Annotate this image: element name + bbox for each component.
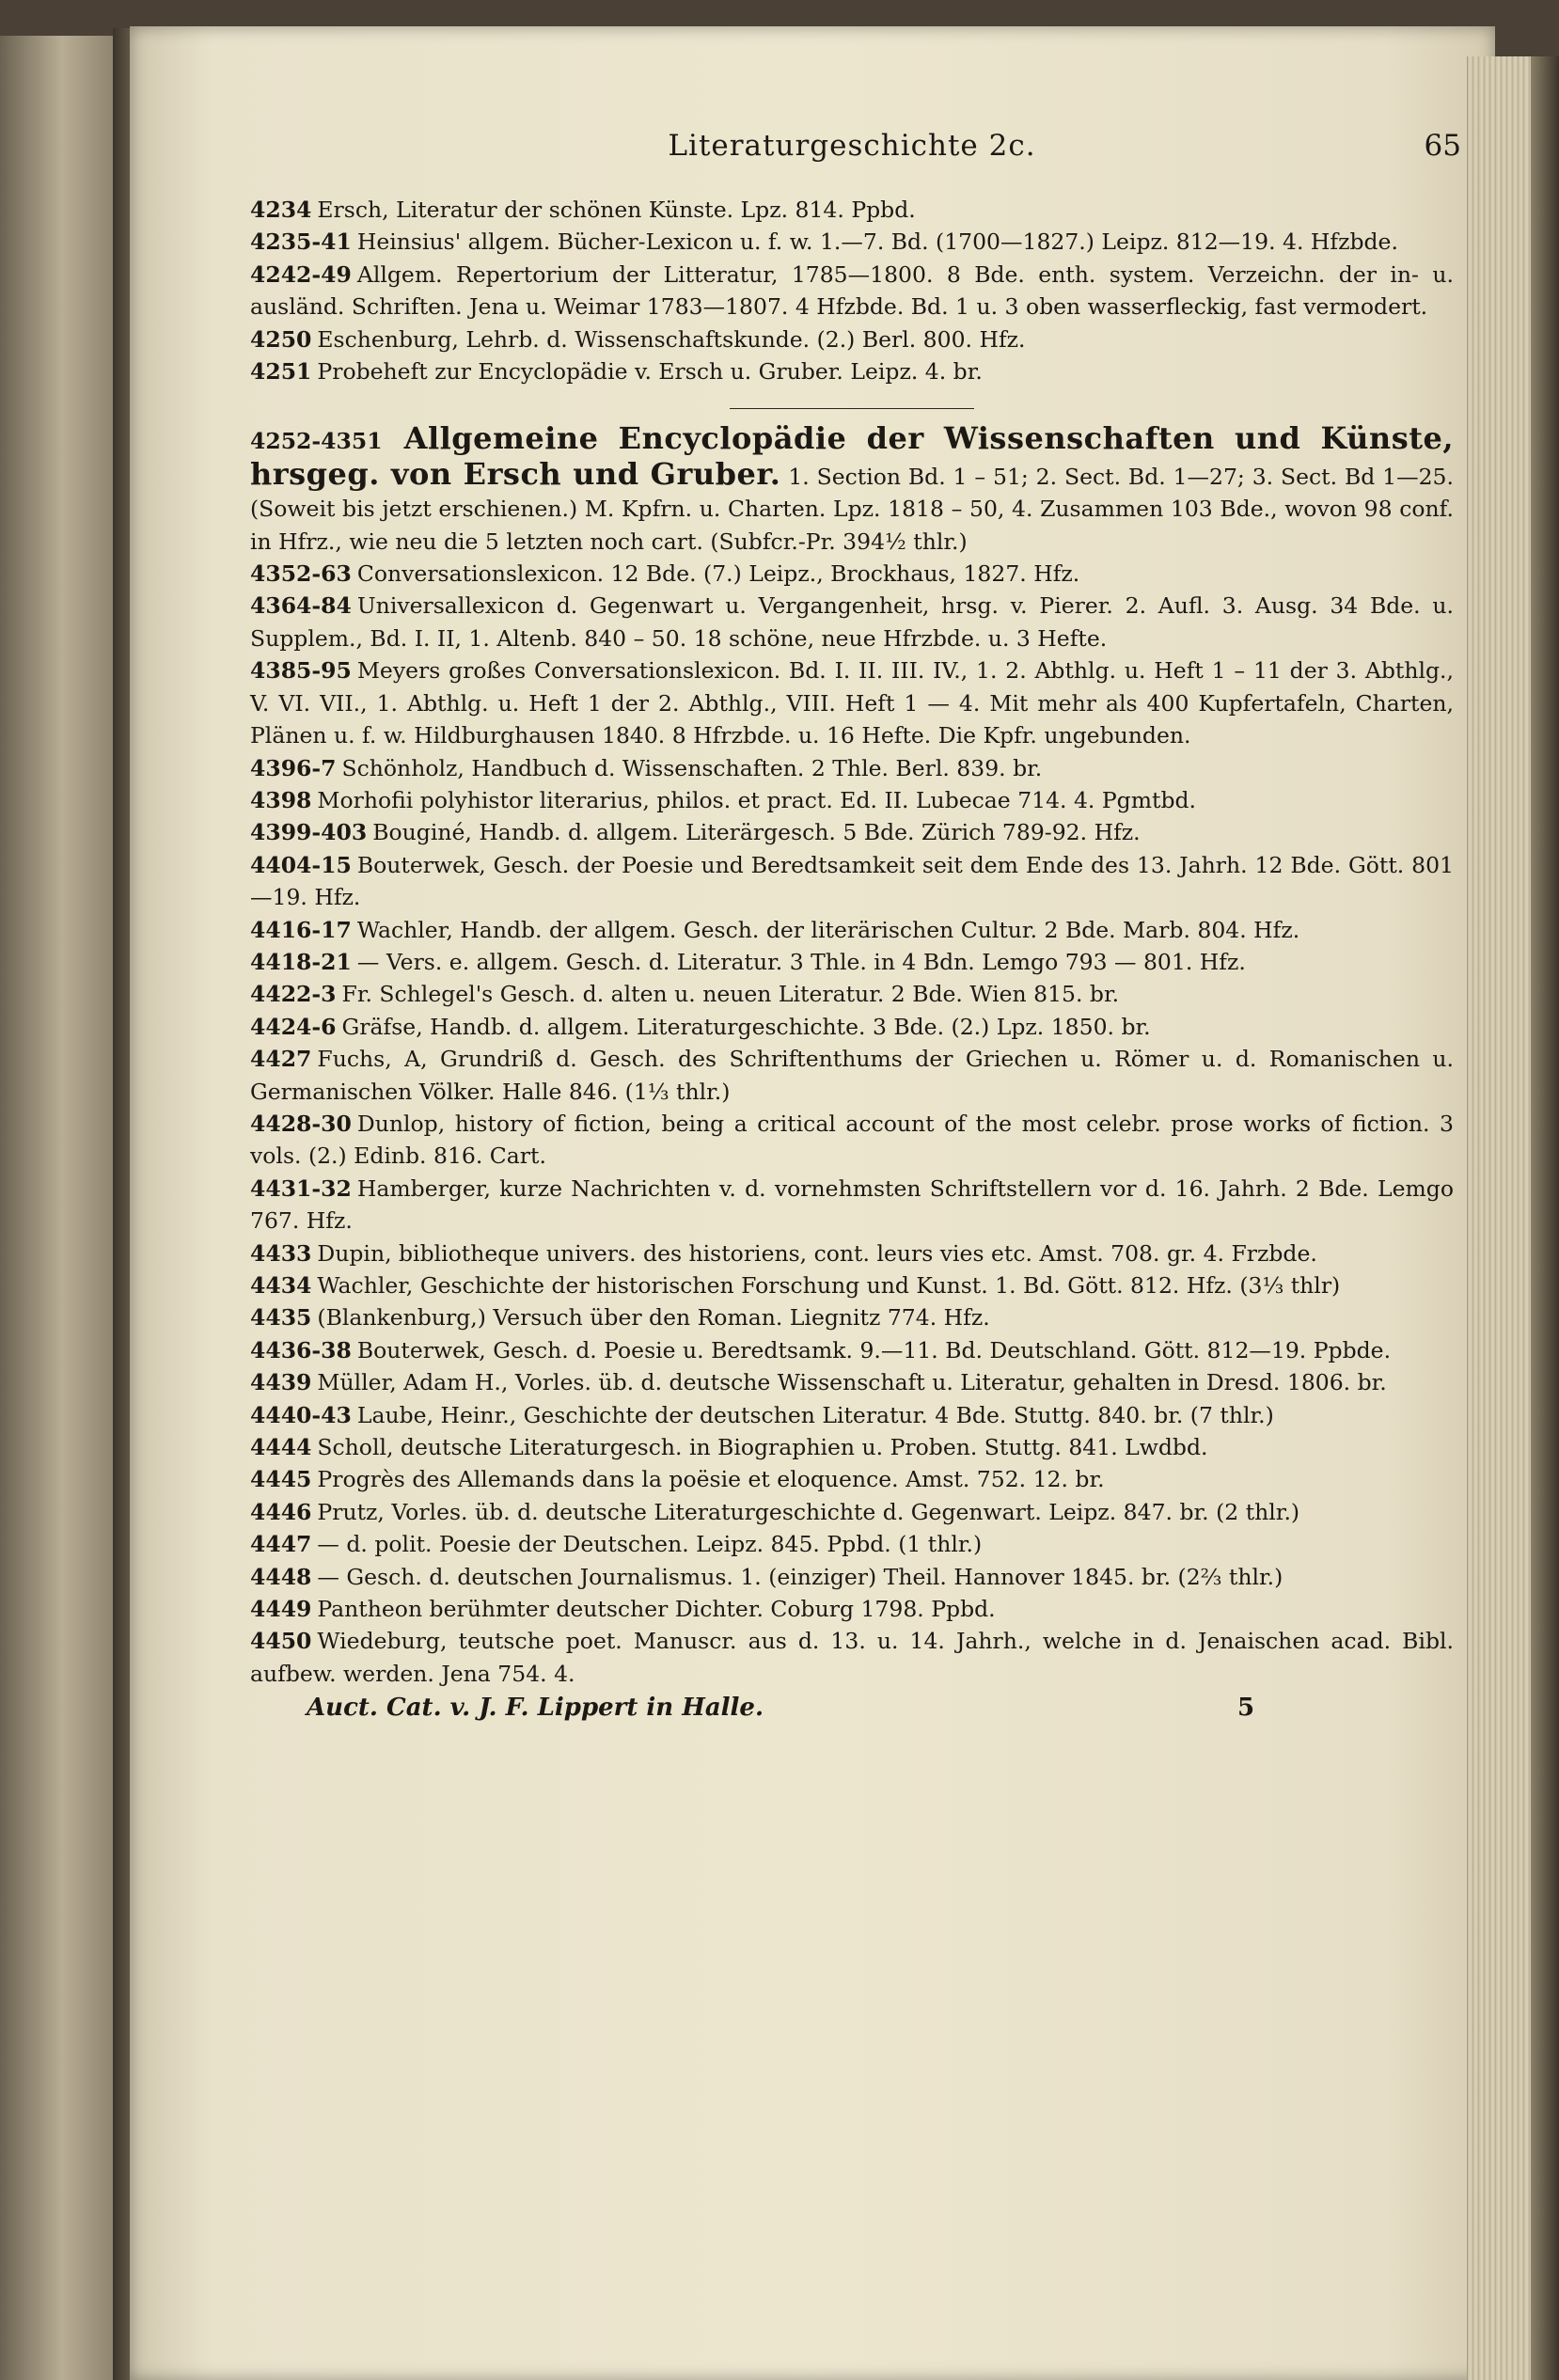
entry-number: 4436-38 [250,1336,352,1363]
catalog-entry [250,752,1454,784]
entry-number: 4439 [250,1369,312,1396]
catalog-entry [250,1431,1454,1463]
catalog-entry [250,946,1454,978]
catalog-entry [250,194,1454,226]
entry-number: 4404-15 [250,851,352,878]
page-text [250,129,1461,1729]
page-edges [1467,56,1534,2380]
catalog-entry [250,323,1454,355]
entry-text: Hamberger, kurze Nachrichten v. d. vornehmsten Schriftstellern vor d. 16. Jahrh. 2 Bde. Lemgo 767. Hfz. [250,1174,1454,1235]
catalog-entry [250,1625,1454,1690]
entry-text: (Blankenburg,) Versuch über den Roman. Liegnitz 774. Hfz. [317,1304,990,1332]
entry-text: Progrès des Allemands dans la poësie et eloquence. Amst. 752. 12. br. [317,1466,1105,1493]
entry-text: Morhofii polyhistor literarius, philos. et pract. Ed. II. Lubecae 714. 4. Pgmtbd. [317,786,1197,813]
catalog-entry [250,1269,1454,1301]
entry-number: 4396-7 [250,754,337,781]
entry-text: Wachler, Handb. der allgem. Gesch. der literärischen Cultur. 2 Bde. Marb. 804. Hfz. [356,916,1300,943]
entry-number: 4398 [250,786,312,813]
catalog-entry [250,1334,1454,1366]
entry-text: Bouterwek, Gesch. der Poesie und Beredtsamkeit seit dem Ende des 13. Jahrh. 12 Bde. Gött. 801—19. Hfz. [250,851,1454,911]
entry-text: Müller, Adam H., Vorles. üb. d. deutsche Wissenschaft u. Literatur, gehalten in Dresd. 1806. br. [317,1369,1387,1396]
entry-text: — Gesch. d. deutschen Journalismus. 1. (einziger) Theil. Hannover 1845. br. (2⅔ thlr.) [317,1563,1283,1590]
entry-text: — Vers. e. allgem. Gesch. d. Literatur. 3 Thle. in 4 Bdn. Lemgo 793 — 801. Hfz. [356,948,1246,975]
catalog-entry [250,1528,1454,1560]
entry-text: Wachler, Geschichte der historischen Forschung und Kunst. 1. Bd. Gött. 812. Hfz. (3⅓ thlr) [317,1272,1341,1299]
printer-signature: Auct. Cat. v. J. F. Lippert in Halle. [307,1694,764,1723]
entry-text: Fuchs, A, Grundriß d. Gesch. des Schriftenthums der Griechen u. Römer u. d. Romanischen u. Germanischen Völker. Halle 846. (1⅓ thlr.) [250,1046,1454,1105]
entry-number: 4250 [250,325,312,353]
catalog-entry [250,914,1454,946]
catalog-entry [250,1011,1454,1043]
entry-number: 4385-95 [250,657,352,685]
catalog-entry [250,816,1454,848]
entry-text: Dunlop, history of fiction, being a critical account of the most celebr. prose works of fiction. 3 vols. (2.) Edinb. 816. Cart. [250,1110,1454,1170]
entry-text: Gräfse, Handb. d. allgem. Literaturgeschichte. 3 Bde. (2.) Lpz. 1850. br. [341,1013,1151,1040]
catalog-entry [250,1593,1454,1625]
entry-number: 4445 [250,1466,312,1493]
entry-text: Heinsius' allgem. Bücher-Lexicon u. f. w. 1.—7. Bd. (1700—1827.) Leipz. 812—19. 4. Hfzbde. [356,229,1398,256]
catalog-entry [250,1301,1454,1333]
entry-number: 4418-21 [250,948,352,975]
entry-number: 4435 [250,1304,312,1332]
entry-text: Bouterwek, Gesch. d. Poesie u. Beredtsamk. 9.—11. Bd. Deutschland. Gött. 812—19. Ppbde. [356,1336,1392,1363]
catalog-entry [250,1463,1454,1495]
top-entry-list [250,194,1454,387]
entry-number: 4449 [250,1596,312,1623]
section-divider [730,408,974,409]
entry-number: 4234 [250,197,312,223]
entry-text: Conversationslexicon. 12 Bde. (7.) Leipz., Brockhaus, 1827. Hfz. [356,560,1080,588]
featured-entry [250,422,1454,558]
entry-number: 4427 [250,1046,312,1073]
catalog-entry [250,654,1454,751]
entry-number: 4448 [250,1563,312,1590]
entry-number: 4424-6 [250,1013,337,1040]
catalog-entry [250,590,1454,654]
entry-text: Allgem. Repertorium der Litteratur, 1785—1800. 8 Bde. enth. system. Verzeichn. der in- u. ausländ. Schriften. Jena u. Weimar 1783—1807. 4 Hfzbde. Bd. 1 u. 3 oben wasserfleckig, fast vermodert. [250,260,1454,321]
entry-number: 4252-4351 [250,428,383,455]
catalog-entry [250,1496,1454,1528]
entry-list [250,558,1454,1690]
entry-number: 4434 [250,1272,312,1299]
catalog-entry [250,978,1454,1010]
page-header [250,129,1461,184]
featured-entry-text: 1. Section Bd. 1 – 51; 2. Sect. Bd. 1—27; 3. Sect. Bd 1—25. (Soweit bis jetzt erschienen.) M. Kpfrn. u. Charten. Lpz. 1818 – 50, 4. Zusammen 103 Bde., wovon 98 conf. in Hfrz., wie neu die 5 letzten noch cart. (Subfcr.-Pr. 394½ thlr.) [250,463,1454,555]
catalog-entry [250,1108,1454,1173]
entry-number: 4242-49 [250,260,352,288]
entry-text: Meyers großes Conversationslexicon. Bd. I. II. III. IV., 1. 2. Abthlg. u. Heft 1 – 11 der 3. Abthlg., V. VI. VII., 1. Abthlg. u. Heft 1 der 2. Abthlg., VIII. Heft 1 — 4. Mit mehr als 400 Kupfertafeln, Charten, Plänen u. f. w. Hildburghausen 1840. 8 Hfrzbde. u. 16 Hefte. Die Kpfr. ungebunden. [250,657,1454,749]
entry-number: 4251 [250,358,312,386]
entry-text: Laube, Heinr., Geschichte der deutschen Literatur. 4 Bde. Stuttg. 840. br. (7 thlr.) [356,1401,1274,1428]
entry-text: Fr. Schlegel's Gesch. d. alten u. neuen Literatur. 2 Bde. Wien 815. br. [341,981,1120,1008]
catalog-entry [250,226,1454,258]
entry-number: 4440-43 [250,1401,352,1428]
page-footer [250,1692,1454,1729]
catalog-entry [250,849,1454,914]
entry-text: Scholl, deutsche Literaturgesch. in Biographien u. Proben. Stuttg. 841. Lwdbd. [317,1434,1208,1461]
entry-number: 4431-32 [250,1174,352,1202]
signature-number: 5 [1237,1694,1255,1723]
entry-number: 4399-403 [250,819,368,846]
entry-number: 4364-84 [250,592,352,620]
entry-text: Pantheon berühmter deutscher Dichter. Coburg 1798. Ppbd. [317,1596,996,1623]
catalog-entry [250,1561,1454,1593]
catalog-entry [250,1173,1454,1237]
entry-text: Bouginé, Handb. d. allgem. Literärgesch. 5 Bde. Zürich 789-92. Hfz. [372,819,1141,846]
entry-text: Wiedeburg, teutsche poet. Manuscr. aus d. 13. u. 14. Jahrh., welche in d. Jenaischen acad. Bibl. aufbew. werden. Jena 754. 4. [250,1628,1454,1687]
page [130,26,1495,2380]
catalog-entry [250,355,1454,387]
entry-number: 4450 [250,1628,312,1655]
left-page-edge [0,36,113,2380]
featured-entry-title: Allgemeine Encyclopädie der Wissenschaften und Künste, hrsgeg. von Ersch und Gruber. [250,420,1454,492]
entry-text: Universallexicon d. Gegenwart u. Vergangenheit, hrsg. v. Pierer. 2. Aufl. 3. Ausg. 34 Bde. u. Supplem., Bd. I. II, 1. Altenb. 840 – 50. 18 schöne, neue Hfrzbde. u. 3 Hefte. [250,592,1454,652]
entry-number: 4446 [250,1498,312,1525]
entry-number: 4422-3 [250,981,337,1008]
entry-text: Eschenburg, Lehrb. d. Wissenschaftskunde. (2.) Berl. 800. Hfz. [317,325,1026,353]
catalog-entry [250,1043,1454,1108]
entry-number: 4433 [250,1239,312,1267]
catalog-entry [250,259,1454,323]
catalog-entry [250,1237,1454,1269]
catalog-entry [250,1399,1454,1431]
catalog-entry [250,558,1454,590]
entry-text: Schönholz, Handbuch d. Wissenschaften. 2 Thle. Berl. 839. br. [341,754,1043,781]
entry-number: 4416-17 [250,916,352,943]
entry-text: Probeheft zur Encyclopädie v. Ersch u. Gruber. Leipz. 4. br. [317,358,983,386]
catalog-entry [250,1366,1454,1398]
entry-text: — d. polit. Poesie der Deutschen. Leipz. 845. Ppbd. (1 thlr.) [317,1531,983,1558]
entry-number: 4447 [250,1531,312,1558]
page-edge-shadow [1531,56,1559,2380]
entry-text: Ersch, Literatur der schönen Künste. Lpz. 814. Ppbd. [317,197,916,223]
entry-text: Prutz, Vorles. üb. d. deutsche Literaturgeschichte d. Gegenwart. Leipz. 847. br. (2 thlr.) [317,1498,1300,1525]
catalog-entry [250,784,1454,816]
entry-number: 4444 [250,1434,312,1461]
page-number: 65 [1424,129,1461,163]
entry-number: 4428-30 [250,1110,352,1137]
running-title: Literaturgeschichte 2c. [668,129,1036,163]
entry-number: 4352-63 [250,560,352,588]
entry-number: 4235-41 [250,229,352,256]
entry-text: Dupin, bibliotheque univers. des historiens, cont. leurs vies etc. Amst. 708. gr. 4. Frzbde. [317,1239,1317,1267]
